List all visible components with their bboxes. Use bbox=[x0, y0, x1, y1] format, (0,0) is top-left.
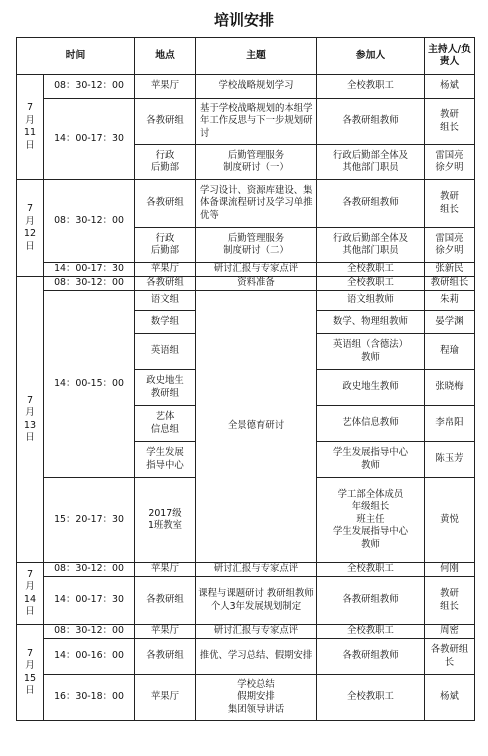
owner-cell: 张新民 bbox=[425, 263, 475, 277]
table-row bbox=[17, 263, 475, 277]
place-cell: 2017级 1班教室 bbox=[135, 478, 196, 563]
participants-cell: 英语组（含德法） 教师 bbox=[317, 334, 425, 370]
participants-cell: 各教研组教师 bbox=[317, 99, 425, 145]
owner-cell: 杨斌 bbox=[425, 75, 475, 99]
participants-cell: 全校教职工 bbox=[317, 563, 425, 577]
topic-cell: 研讨汇报与专家点评 bbox=[196, 563, 317, 577]
owner-cell: 杨斌 bbox=[425, 675, 475, 721]
header-time: 时间 bbox=[17, 38, 135, 75]
time-cell: 08：30-12：00 bbox=[44, 277, 135, 291]
topic-cell: 学校总结 假期安排 集团领导讲话 bbox=[196, 675, 317, 721]
time-cell: 14：00-16：00 bbox=[44, 639, 135, 675]
participants-cell: 学工部全体成员 年级组长 班主任 学生发展指导中心 教师 bbox=[317, 478, 425, 563]
owner-cell: 何刚 bbox=[425, 563, 475, 577]
place-cell: 行政 后勤部 bbox=[135, 228, 196, 263]
participants-cell: 行政后勤部全体及 其他部门职员 bbox=[317, 145, 425, 180]
participants-cell: 艺体信息教师 bbox=[317, 406, 425, 442]
table-row bbox=[17, 291, 475, 311]
time-cell: 14：00-15：00 bbox=[44, 291, 135, 478]
table-row bbox=[17, 577, 475, 625]
participants-cell: 全校教职工 bbox=[317, 625, 425, 639]
owner-cell: 雷国亮 徐夕明 bbox=[425, 145, 475, 180]
owner-cell: 李帛阳 bbox=[425, 406, 475, 442]
participants-cell: 各教研组教师 bbox=[317, 639, 425, 675]
topic-cell: 学习设计、资源库建设、集体备课流程研讨及学习单推优等 bbox=[196, 180, 317, 228]
participants-cell: 全校教职工 bbox=[317, 263, 425, 277]
owner-cell: 周密 bbox=[425, 625, 475, 639]
owner-cell: 雷国亮 徐夕明 bbox=[425, 228, 475, 263]
owner-cell: 教研组长 bbox=[425, 277, 475, 291]
topic-cell: 研讨汇报与专家点评 bbox=[196, 263, 317, 277]
header-participants: 参加人 bbox=[317, 38, 425, 75]
place-cell: 各教研组 bbox=[135, 639, 196, 675]
participants-cell: 学生发展指导中心 教师 bbox=[317, 442, 425, 478]
owner-cell: 陈玉芳 bbox=[425, 442, 475, 478]
time-cell: 08：30-12：00 bbox=[44, 75, 135, 99]
owner-cell: 朱莉 bbox=[425, 291, 475, 311]
table-row bbox=[17, 75, 475, 99]
place-cell: 各教研组 bbox=[135, 99, 196, 145]
table-row bbox=[17, 99, 475, 145]
owner-cell: 晏学渊 bbox=[425, 311, 475, 334]
place-cell: 苹果厅 bbox=[135, 263, 196, 277]
date-cell: 7 月 13 日 bbox=[17, 277, 44, 563]
header-row bbox=[17, 38, 475, 75]
date-cell: 7 月 11 日 bbox=[17, 75, 44, 180]
time-cell: 15：20-17：30 bbox=[44, 478, 135, 563]
place-cell: 苹果厅 bbox=[135, 675, 196, 721]
table-row bbox=[17, 625, 475, 639]
topic-cell: 基于学校战略规划的本组学年工作反思与下一步规划研讨 bbox=[196, 99, 317, 145]
participants-cell: 语文组教师 bbox=[317, 291, 425, 311]
page-title: 培训安排 bbox=[213, 11, 274, 29]
place-cell: 数学组 bbox=[135, 311, 196, 334]
place-cell: 各教研组 bbox=[135, 180, 196, 228]
date-cell: 7 月 15 日 bbox=[17, 625, 44, 721]
time-cell: 14：00-17：30 bbox=[44, 263, 135, 277]
time-cell: 16：30-18：00 bbox=[44, 675, 135, 721]
place-cell: 苹果厅 bbox=[135, 563, 196, 577]
schedule-table bbox=[16, 37, 475, 721]
header-place: 地点 bbox=[135, 38, 196, 75]
owner-cell: 教研 组长 bbox=[425, 99, 475, 145]
owner-cell: 教研 组长 bbox=[425, 577, 475, 625]
place-cell: 苹果厅 bbox=[135, 75, 196, 99]
place-cell: 学生发展 指导中心 bbox=[135, 442, 196, 478]
table-row bbox=[17, 639, 475, 675]
header-owner: 主持人/负责人 bbox=[425, 38, 475, 75]
owner-cell: 教研 组长 bbox=[425, 180, 475, 228]
topic-cell: 后勤管理服务 制度研讨（一） bbox=[196, 145, 317, 180]
topic-cell: 后勤管理服务 制度研讨（二） bbox=[196, 228, 317, 263]
participants-cell: 行政后勤部全体及 其他部门职员 bbox=[317, 228, 425, 263]
topic-cell: 推优、学习总结、假期安排 bbox=[196, 639, 317, 675]
table-row bbox=[17, 180, 475, 228]
place-cell: 各教研组 bbox=[135, 277, 196, 291]
place-cell: 行政 后勤部 bbox=[135, 145, 196, 180]
topic-cell: 全景德育研讨 bbox=[196, 291, 317, 563]
place-cell: 政史地生 教研组 bbox=[135, 370, 196, 406]
date-cell: 7 月 14 日 bbox=[17, 563, 44, 625]
participants-cell: 各教研组教师 bbox=[317, 180, 425, 228]
owner-cell: 程瑜 bbox=[425, 334, 475, 370]
time-cell: 14：00-17：30 bbox=[44, 577, 135, 625]
place-cell: 各教研组 bbox=[135, 577, 196, 625]
topic-cell: 课程与课题研讨 教研组教师个人3年发展规划制定 bbox=[196, 577, 317, 625]
participants-cell: 全校教职工 bbox=[317, 675, 425, 721]
topic-cell: 资料准备 bbox=[196, 277, 317, 291]
participants-cell: 数学、物理组教师 bbox=[317, 311, 425, 334]
participants-cell: 各教研组教师 bbox=[317, 577, 425, 625]
time-cell: 08：30-12：00 bbox=[44, 625, 135, 639]
participants-cell: 全校教职工 bbox=[317, 75, 425, 99]
participants-cell: 全校教职工 bbox=[317, 277, 425, 291]
time-cell: 14：00-17：30 bbox=[44, 99, 135, 180]
owner-cell: 各教研组长 bbox=[425, 639, 475, 675]
place-cell: 英语组 bbox=[135, 334, 196, 370]
participants-cell: 政史地生教师 bbox=[317, 370, 425, 406]
owner-cell: 张晓梅 bbox=[425, 370, 475, 406]
header-topic: 主题 bbox=[196, 38, 317, 75]
date-cell: 7 月 12 日 bbox=[17, 180, 44, 277]
topic-cell: 学校战略规划学习 bbox=[196, 75, 317, 99]
topic-cell: 研讨汇报与专家点评 bbox=[196, 625, 317, 639]
table-row bbox=[17, 675, 475, 721]
owner-cell: 黄悦 bbox=[425, 478, 475, 563]
table-row bbox=[17, 277, 475, 291]
place-cell: 艺体 信息组 bbox=[135, 406, 196, 442]
time-cell: 08：30-12：00 bbox=[44, 563, 135, 577]
time-cell: 08：30-12：00 bbox=[44, 180, 135, 263]
place-cell: 语文组 bbox=[135, 291, 196, 311]
table-row bbox=[17, 563, 475, 577]
place-cell: 苹果厅 bbox=[135, 625, 196, 639]
